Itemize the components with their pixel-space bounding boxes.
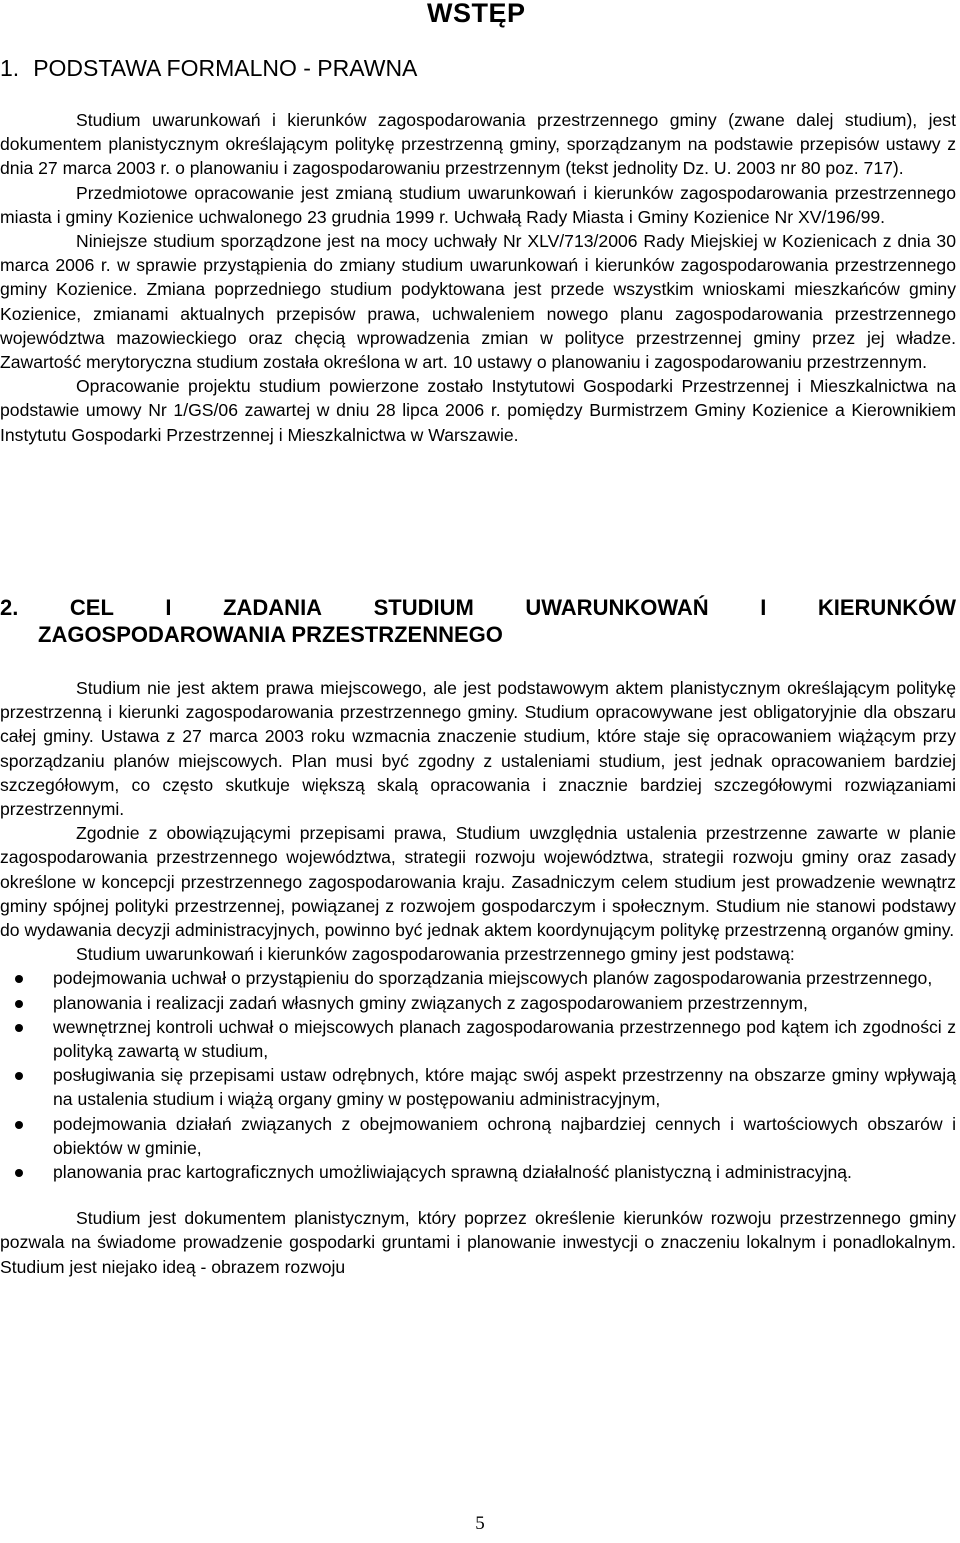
section-1-paragraph: Przedmiotowe opracowanie jest zmianą studium uwarunkowań i kierunków zagospodarowania przestrzennego miasta i gminy Kozienice uchwalonego 23 grudnia 1999 r. Uchwałą Rady Miasta i Gminy Kozienice Nr XV/196/99.	[0, 182, 956, 227]
section-2-heading	[0, 594, 956, 648]
section-2-body	[0, 676, 956, 1279]
bullet-icon	[15, 1169, 23, 1177]
section-2-heading-word: ZADANIA	[223, 595, 323, 620]
section-2-heading-line-1	[0, 594, 956, 621]
section-1-title: PODSTAWA FORMALNO - PRAWNA	[33, 55, 418, 81]
section-2-paragraph: Studium uwarunkowań i kierunków zagospodarowania przestrzennego gminy jest podstawą:	[76, 944, 795, 965]
list-item	[0, 1063, 956, 1111]
section-2-heading-word: I	[165, 595, 172, 620]
bullet-icon	[15, 1024, 23, 1032]
section-2-heading-line-2: ZAGOSPODAROWANIA PRZESTRZENNEGO	[38, 622, 503, 647]
list-item	[0, 966, 956, 990]
list-item-text: planowania i realizacji zadań własnych gminy związanych z zagospodarowaniem przestrzennym,	[53, 992, 808, 1013]
list-item	[0, 1015, 956, 1063]
section-2-heading-word: UWARUNKOWAŃ	[525, 595, 709, 620]
section-1-paragraph: Studium uwarunkowań i kierunków zagospodarowania przestrzennego gminy (zwane dalej studium), jest dokumentem planistycznym określającym politykę przestrzenną gminy, sporządzanym na podstawie przepisów ustawy z dnia 27 marca 2003 r. o planowaniu i zagospodarowaniu przestrzennym (tekst jednolity Dz. U. 2003 nr 80 poz. 717).	[0, 110, 956, 179]
list-item	[0, 1112, 956, 1160]
bullet-icon	[15, 1121, 23, 1129]
bullet-icon	[15, 1072, 23, 1080]
section-2-heading-word: KIERUNKÓW	[817, 595, 956, 620]
closing-paragraph: Studium jest dokumentem planistycznym, który poprzez określenie kierunków rozwoju przestrzennego gminy pozwala na świadome prowadzenie gospodarki gruntami i planowanie inwestycji o znaczeniu lokalnym i ponadlokalnym. Studium jest niejako ideą - obrazem rozwoju	[0, 1208, 956, 1277]
page-title: WSTĘP	[427, 0, 526, 28]
section-1-heading	[0, 55, 417, 82]
section-2-heading-word: STUDIUM	[373, 595, 474, 620]
list-item-text: podejmowania działań związanych z obejmowaniem ochroną najbardziej cennych i wartościowych obszarów i obiektów w gminie,	[53, 1113, 956, 1158]
section-1-number: 1.	[0, 55, 20, 81]
bullet-icon	[15, 1000, 23, 1008]
section-1-body	[0, 108, 956, 447]
list-item-text: planowania prac kartograficznych umożliwiających sprawną działalność planistyczną i administracyjną.	[53, 1162, 852, 1183]
section-2-heading-word: I	[760, 595, 767, 620]
basis-list	[0, 966, 956, 1184]
list-item	[0, 1160, 956, 1184]
list-item-text: wewnętrznej kontroli uchwał o miejscowych planach zagospodarowania przestrzennego pod kątem ich zgodności z polityką zawartą w studium,	[53, 1016, 956, 1062]
list-item-text: podejmowania uchwał o przystąpieniu do sporządzania miejscowych planów zagospodarowania przestrzennego,	[53, 968, 933, 989]
section-2-heading-word: CEL	[69, 595, 114, 620]
page-number: 5	[475, 1513, 485, 1534]
list-item-text: posługiwania się przepisami ustaw odrębnych, które mając swój aspekt przestrzenny na obszarze gminy wpływają na ustalenia studium i wiążą organy gminy w postępowaniu administracyjnym,	[53, 1065, 956, 1110]
section-2-paragraph: Studium nie jest aktem prawa miejscowego, ale jest podstawowym aktem planistycznym określającym politykę przestrzenną i kierunki zagospodarowania przestrzennego gminy. Studium opracowywane jest obligatoryjnie dla obszaru całej gminy. Ustawa z 27 marca 2003 roku wzmacnia znaczenie studium, które staje się opracowaniem wiążącym przy sporządzaniu planów miejscowych. Plan musi być zgodny z ustaleniami studium, jest jednak opracowaniem bardziej szczegółowym, co często skutkuje większą skalą opracowania i znacznie bardziej szczegółowymi rozwiązaniami przestrzennymi.	[0, 678, 956, 820]
section-2-number: 2.	[0, 595, 19, 620]
section-2-paragraph: Zgodnie z obowiązującymi przepisami prawa, Studium uwzględnia ustalenia przestrzenne zawarte w planie zagospodarowania przestrzennego województwa, strategii rozwoju województwa, strategii rozwoju gminy oraz zasady określone w koncepcji przestrzennego zagospodarowania kraju. Zasadniczym celem studium jest prowadzenie wewnątrz gminy spójnej polityki przestrzennej, powiązanej z rozwojem gospodarczym i społecznym. Studium nie stanowi podstawy do wydawania decyzji administracyjnych, powinno być jednak aktem koordynującym politykę przestrzenną organów gminy.	[0, 823, 956, 941]
list-item	[0, 991, 956, 1015]
section-1-paragraph: Niniejsze studium sporządzone jest na mocy uchwały Nr XLV/713/2006 Rady Miejskiej w Kozienicach z dnia 30 marca 2006 r. w sprawie przystąpienia do zmiany studium uwarunkowań i kierunków zagospodarowania przestrzennego gminy Kozienice. Zmiana poprzedniego studium podyktowana jest przede wszystkim wnioskami mieszkańców gminy Kozienice, zmianami aktualnych przepisów prawa, uchwaleniem nowego planu zagospodarowania przestrzennego województwa mazowieckiego oraz chęcią wprowadzenia zmian w polityce przestrzennej gminy przez jej władze. Zawartość merytoryczna studium została określona w art. 10 ustawy o planowaniu i zagospodarowaniu przestrzennym.	[0, 231, 956, 373]
bullet-icon	[15, 975, 23, 983]
section-1-paragraph: Opracowanie projektu studium powierzone zostało Instytutowi Gospodarki Przestrzennej i Mieszkalnictwa na podstawie umowy Nr 1/GS/06 zawartej w dniu 28 lipca 2006 r. pomiędzy Burmistrzem Gminy Kozienice a Kierownikiem Instytutu Gospodarki Przestrzennej i Mieszkalnictwa w Warszawie.	[0, 376, 956, 445]
